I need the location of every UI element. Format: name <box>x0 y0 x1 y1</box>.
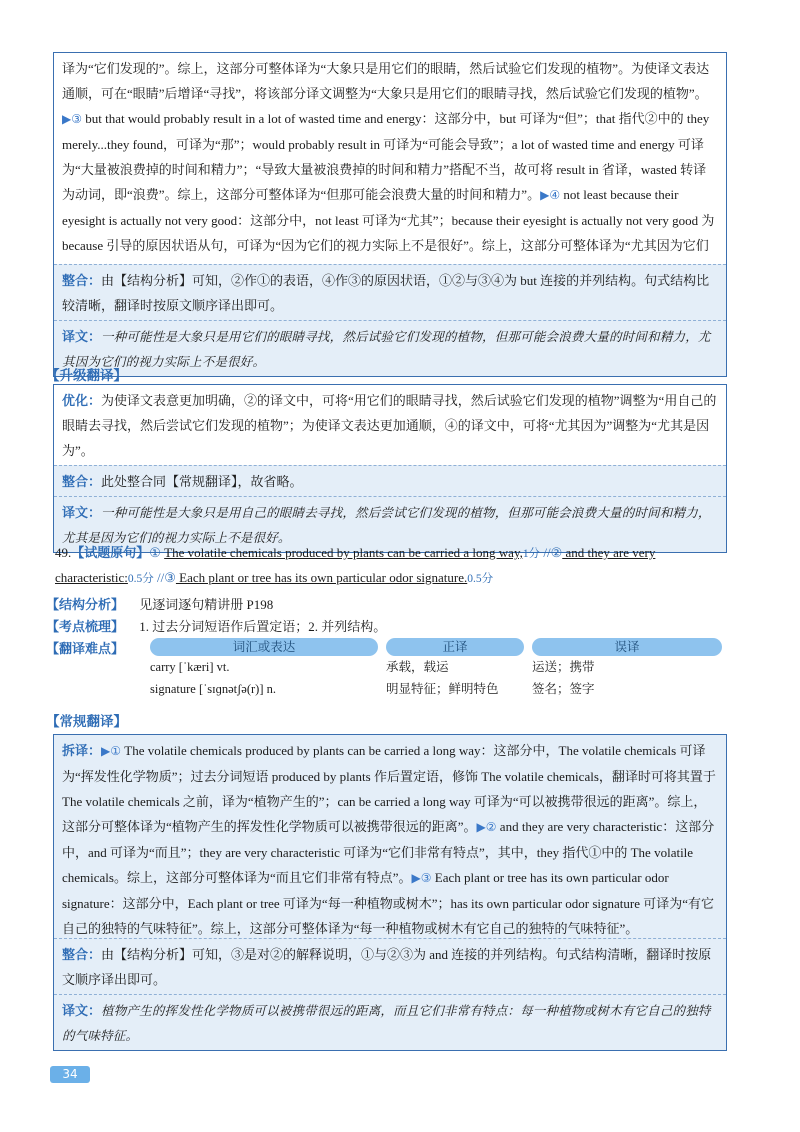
translation-section: 译文：一种可能性是大象只是用自己的眼睛去寻找，然后尝试它们发现的植物，但那可能会浪费大量的时间和精力，尤其是因为它们的视力实际上不是很好。 <box>54 496 726 552</box>
header-word: 词汇或表达 <box>150 638 378 656</box>
upgrade-translation-header: 【升级翻译】 <box>46 368 127 384</box>
page-number: 34 <box>50 1066 90 1083</box>
vocabulary-table <box>150 638 730 700</box>
arrow-icon: ▶ <box>101 744 111 758</box>
segment-3-text: but that would probably result in a lot of wasted time and energy：这部分中，but 可译为“但”；that 指代②中的 they merely...they found，可译为“那”；would probably result in 可译为“可能会导致”；a lot of wasted time and energy 可译为“大量被浪费掉的时间和精力”；“导致大量被浪费掉的时间和精力”搭配不当，故可将 result in 省译，wasted 转译为动词，即“浪费”。综上，这部分可整体译为“但那可能会浪费大量的时间和精力”。 <box>62 111 710 202</box>
optimization-section: 优化：为使译文表意更加明确，②的译文中，可将“用它们的眼睛寻找，然后试验它们发现的植物”调整为“用自己的眼睛去寻找，然后尝试它们发现的植物”；为使译文表达更加通顺，④的译文中，可将“尤其因为”调整为“尤其是因为”。 <box>62 393 717 458</box>
test-points-row: 【考点梳理】 1. 过去分词短语作后置定语；2. 并列结构。 <box>46 619 387 635</box>
arrow-icon: ▶ <box>411 871 421 885</box>
translation-section: 译文：植物产生的挥发性化学物质可以被携带很远的距离，而且它们非常有特点：每一种植物或树木有它自己的独特的气味特征。 <box>54 994 726 1050</box>
regular-translation-box <box>53 734 727 1051</box>
table-row: signature [ˈsɪɡnətʃə(r)] n. 明显特征；鲜明特色 签名；签字 <box>150 682 595 696</box>
regular-translation-header: 【常规翻译】 <box>46 714 127 730</box>
table-row: carry [ˈkæri] vt. 承载，载运 运送；携带 <box>150 660 595 674</box>
arrow-icon: ▶ <box>62 112 72 126</box>
split-translation-section: 拆译：▶① The volatile chemicals produced by plants can be carried a long way：这部分中，The volatile chemicals 可译为“挥发性化学物质”；过去分词短语 produced by plants 作后置定语，修饰 The volatile chemicals，翻译时可将其置于 The volatile chemicals 之前，译为“植物产生的”；can be carried a long way 可译为“可以被携带很远的距离”。综上，这部分可整体译为“植物产生的挥发性化学物质可以被携带很远的距离”。▶② and they are very characteristic：这部分中，and 可译为“而且”；they are very characteristic 可译为“它们非常有特点”，其中，they 指代①中的 The volatile chemicals。综上，这部分可整体译为“而且它们非常有特点”。▶③ Each plant or tree has its own particular odor signature：这部分中，Each plant or tree 可译为“每一种植物或树木”；has its own particular odor signature 可译为“有它自己的独特的气味特征”。综上，这部分可整体译为“每一种植物或树木有它自己的独特的气味特征”。 <box>54 735 726 938</box>
paragraph-text: 译为“它们发现的”。综上，这部分可整体译为“大象只是用它们的眼睛，然后试验它们发现的植物”。为使译文表达通顺，可在“眼睛”后增译“寻找”，将该部分译文调整为“大象只是用它们的眼睛寻找，然后试验它们发现的植物”。 <box>62 61 710 101</box>
vocabulary-table-header <box>150 638 730 656</box>
translation-section: 译文：一种可能性是大象只是用它们的眼睛寻找，然后试验它们发现的植物，但那可能会浪费大量的时间和精力，尤其因为它们的视力实际上不是很好。 <box>54 320 726 376</box>
header-wrong: 误译 <box>532 638 722 656</box>
structure-analysis-row: 【结构分析】 见逐词逐句精讲册 P198 <box>46 597 274 613</box>
arrow-icon: ▶ <box>476 820 486 834</box>
integration-section: 整合：此处整合同【常规翻译】，故省略。 <box>54 465 726 496</box>
continued-translation-box <box>53 52 727 377</box>
question-49-original: 49.【试题原句】① The volatile chemicals produced by plants can be carried a long way,1分 //② and they are very characteristic:0.5分 //③ Each plant or tree has its own particular odor signature.0.5分 <box>55 545 656 585</box>
upgrade-translation-box <box>53 384 727 553</box>
integration-section: 整合：由【结构分析】可知，③是对②的解释说明，①与②③为 and 连接的并列结构。句式结构清晰，翻译时按原文顺序译出即可。 <box>54 938 726 994</box>
difficulty-row: 【翻译难点】 <box>46 642 125 657</box>
segment-4-text: not least because their eyesight is actually not very good：这部分中，not least 可译为“尤其”；because their eyesight is actually not very good 为 because 引导的原因状语从句，可译为“因为它们的视力实际上不是很好”。综上，这部分可整体译为“尤其因为它们 <box>62 187 715 253</box>
integration-section: 整合：由【结构分析】可知，②作①的表语，④作③的原因状语，①②与③④为 but 连接的并列结构。句式结构比较清晰，翻译时按原文顺序译出即可。 <box>54 264 726 320</box>
arrow-icon: ▶ <box>540 188 550 202</box>
split-translation-section: 译为“它们发现的”。综上，这部分可整体译为“大象只是用它们的眼睛，然后试验它们发现的植物”。为使译文表达通顺，可在“眼睛”后增译“寻找”，将该部分译文调整为“大象只是用它们的眼睛寻找，然后试验它们发现的植物”。▶③ but that would probably result in a lot of wasted time and energy：这部分中，but 可译为“但”；that 指代②中的 they merely...they found，可译为“那”；would probably result in 可译为“可能会导致”；a lot of wasted time and energy 可译为“大量被浪费掉的时间和精力”；“导致大量被浪费掉的时间和精力”搭配不当，故可将 result in 省译，wasted 转译为动词，即“浪费”。综上，这部分可整体译为“但那可能会浪费大量的时间和精力”。▶④ not least because their eyesight is actually not very good：这部分中，not least 可译为“尤其”；because their eyesight is actually not very good 为 because 引导的原因状语从句，可译为“因为它们的视力实际上不是很好”。综上，这部分可整体译为“尤其因为它们 <box>54 53 726 264</box>
header-correct: 正译 <box>386 638 524 656</box>
